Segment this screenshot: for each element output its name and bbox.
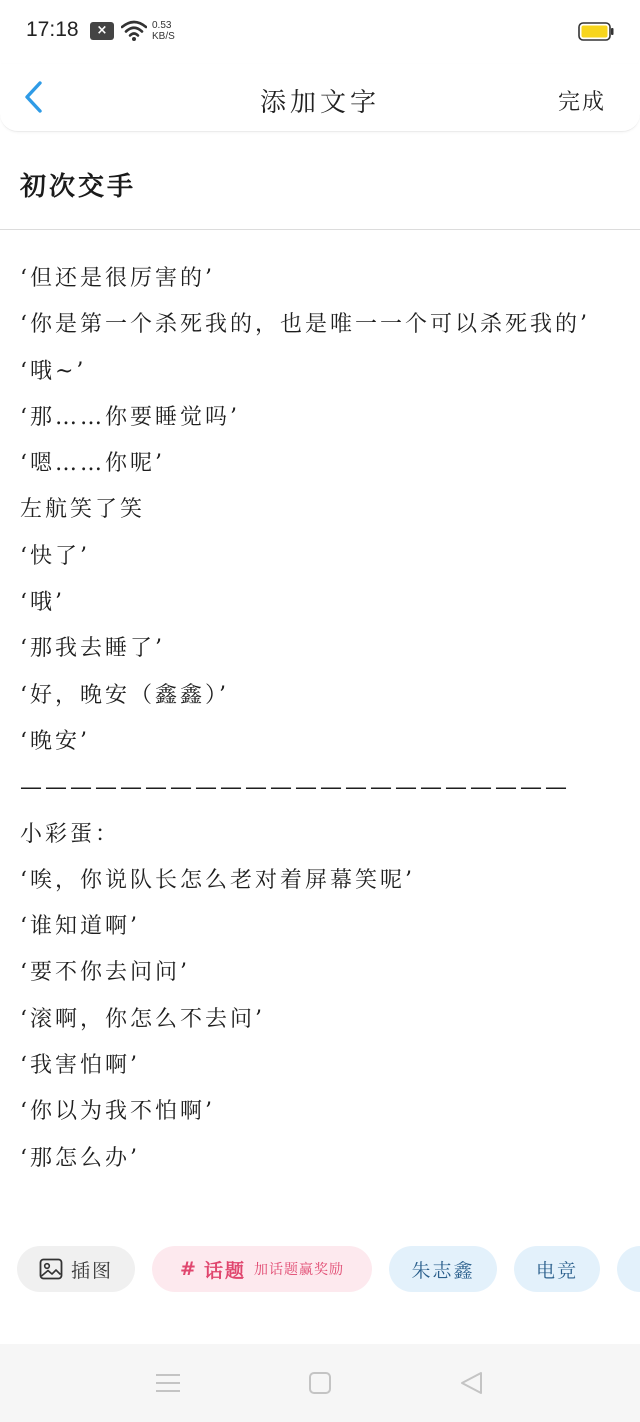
- wifi-icon: [121, 20, 147, 42]
- article-paragraph: ——————————————————————: [20, 775, 570, 801]
- status-time: 17:18: [26, 18, 79, 41]
- article-paragraph: ‘你以为我不怕啊’: [20, 1099, 215, 1125]
- tag-chip-partial[interactable]: [617, 1246, 640, 1292]
- notification-close-icon: ×: [90, 22, 114, 40]
- tag-chip[interactable]: 电竞: [514, 1246, 600, 1292]
- article-paragraph: 左航笑了笑: [20, 497, 146, 523]
- article-paragraph: ‘好，晚安（鑫鑫）’: [20, 682, 229, 708]
- article-paragraph: ‘你是第一个杀死我的，也是唯一一个可以杀死我的’: [20, 312, 590, 338]
- article-paragraph: ‘唉，你说队长怎么老对着屏幕笑呢’: [20, 867, 415, 893]
- back-triangle-icon[interactable]: [457, 1368, 487, 1398]
- article-paragraph: ‘我害怕啊’: [20, 1053, 140, 1079]
- article-paragraph: ‘嗯……你呢’: [20, 451, 165, 477]
- article-paragraph: ‘晚安’: [20, 728, 90, 754]
- home-icon[interactable]: [305, 1368, 335, 1398]
- nav-header: [0, 64, 640, 132]
- article-paragraph: 小彩蛋：: [20, 821, 121, 847]
- battery-icon: [578, 22, 614, 41]
- topic-label: 话题: [203, 1259, 246, 1282]
- article-paragraph: ‘谁知道啊’: [20, 914, 140, 940]
- tag-chip[interactable]: 朱志鑫: [389, 1246, 497, 1292]
- article-paragraph: ‘哦’: [20, 590, 65, 616]
- menu-icon[interactable]: [153, 1368, 183, 1398]
- system-nav-bar: [0, 1344, 640, 1422]
- page-title: 添加文字: [259, 88, 380, 118]
- network-speed: 0.53 KB/S: [152, 20, 175, 42]
- hashtag-icon: #: [180, 1258, 198, 1280]
- article-paragraph: ‘那怎么办’: [20, 1145, 140, 1171]
- insert-image-label: 插图: [70, 1259, 113, 1282]
- article-body-editor[interactable]: [20, 256, 624, 1182]
- article-paragraph: ‘滚啊，你怎么不去问’: [20, 1006, 265, 1032]
- article-paragraph: ‘哦~’: [20, 358, 87, 384]
- add-topic-button[interactable]: [152, 1246, 372, 1292]
- article-paragraph: ‘但还是很厉害的’: [20, 266, 215, 291]
- article-title-field[interactable]: 初次交手: [20, 172, 137, 202]
- topic-hint: 加话题赢奖励: [253, 1262, 344, 1278]
- toolbar-chips: [0, 1246, 640, 1294]
- insert-image-button[interactable]: [17, 1246, 135, 1292]
- article-paragraph: ‘要不你去问问’: [20, 960, 190, 986]
- article-paragraph: ‘快了’: [20, 543, 90, 569]
- image-icon: [39, 1258, 63, 1280]
- done-button[interactable]: 完成: [557, 90, 606, 115]
- article-paragraph: ‘那我去睡了’: [20, 636, 165, 662]
- status-bar: [0, 0, 640, 64]
- article-paragraph: ‘那……你要睡觉吗’: [20, 404, 240, 430]
- title-divider: [0, 229, 640, 230]
